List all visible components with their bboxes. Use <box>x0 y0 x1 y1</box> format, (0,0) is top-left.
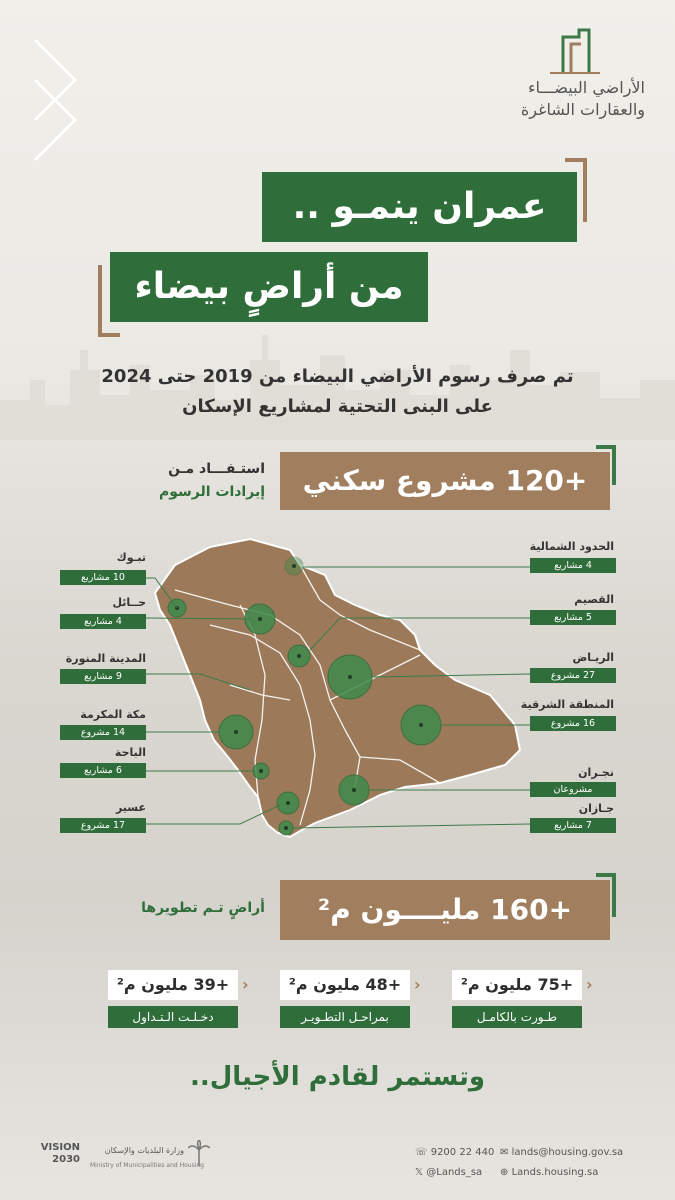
region-count-asir: 17 مشروع <box>60 818 146 833</box>
stat-label-3: دخـلـت الـتـداول <box>108 1006 238 1028</box>
phone-icon: ☏ <box>415 1147 428 1158</box>
contact-website[interactable] <box>500 1167 598 1178</box>
region-label-northern-borders: الحدود الشمالية <box>529 540 614 553</box>
twitter-text: @Lands_sa <box>426 1167 483 1178</box>
region-label-tabuk: تبـوك <box>116 551 146 564</box>
headline-line1: عمران ينمـو .. <box>262 172 577 242</box>
headline-line2: من أراضٍ بيضاء <box>110 252 428 322</box>
area-value: +160 مليــــون م² <box>317 893 573 926</box>
region-count-northern-borders: 4 مشاريع <box>530 558 616 573</box>
region-count-jazan: 7 مشاريع <box>530 818 616 833</box>
globe-icon: ⊕ <box>500 1167 509 1178</box>
region-label-riyadh: الريـاض <box>572 651 614 664</box>
subtitle-line2: على البنى التحتية لمشاريع الإسكان <box>182 396 493 417</box>
email-text: lands@housing.gov.sa <box>511 1147 624 1158</box>
stat-chevron-1: ‹ <box>586 975 593 994</box>
stat-label-1: طـورت بالكامـل <box>452 1006 582 1028</box>
logo-mark-icon <box>545 22 605 77</box>
region-count-makkah: 14 مشروع <box>60 725 146 740</box>
stat-value-3: +39 مليون م² <box>108 970 238 1000</box>
projects-value: +120 مشروع سكني <box>302 464 588 497</box>
ministry-name-en: Ministry of Municipalities and Housing <box>90 1162 204 1169</box>
region-count-eastern: 16 مشروع <box>530 716 616 731</box>
region-label-najran: نجـران <box>578 766 614 779</box>
region-count-najran: مشروعان <box>530 782 616 797</box>
region-count-qassim: 5 مشاريع <box>530 610 616 625</box>
contact-email[interactable] <box>500 1147 623 1158</box>
logo-line1: الأراضي البيضـــاء <box>527 78 645 97</box>
area-note: أراضٍ تـم تطويرها <box>141 900 265 916</box>
region-label-madinah: المدينة المنورة <box>65 652 146 665</box>
contact-twitter[interactable] <box>415 1167 482 1178</box>
email-icon: ✉ <box>500 1147 509 1158</box>
region-label-qassim: القصيم <box>574 593 614 606</box>
footer <box>0 1130 675 1200</box>
stat-value-2: +48 مليون م² <box>280 970 410 1000</box>
logo <box>475 22 645 122</box>
region-count-riyadh: 27 مشروع <box>530 668 616 683</box>
stat-chevron-3: ‹ <box>242 975 249 994</box>
phone-text: 9200 22 440 <box>430 1147 495 1158</box>
region-label-asir: عسير <box>115 801 146 814</box>
closing-text: وتستمر لقادم الأجيال.. <box>189 1062 486 1092</box>
region-label-jazan: جـازان <box>578 802 614 815</box>
region-count-baha: 6 مشاريع <box>60 763 146 778</box>
x-icon: 𝕏 <box>415 1167 424 1178</box>
decorative-chevrons <box>30 35 85 165</box>
region-label-eastern: المنطقة الشرقية <box>520 698 614 711</box>
stat-value-1: +75 مليون م² <box>452 970 582 1000</box>
stat-chevron-2: ‹ <box>414 975 421 994</box>
contact-phone[interactable] <box>415 1147 494 1158</box>
website-text: Lands.housing.sa <box>511 1167 599 1178</box>
region-count-tabuk: 10 مشاريع <box>60 570 146 585</box>
subtitle-line1: تم صرف رسوم الأراضي البيضاء من 2019 حتى 2024 <box>101 366 574 387</box>
projects-note2: إيرادات الرسوم <box>158 484 265 500</box>
logo-line2: والعقارات الشاغرة <box>520 100 645 119</box>
region-count-madinah: 9 مشاريع <box>60 669 146 684</box>
vision-text: VISION 2030 <box>40 1142 80 1165</box>
region-count-hail: 4 مشاريع <box>60 614 146 629</box>
ministry-name: وزارة البلديات والإسكان <box>104 1146 184 1155</box>
ministry-logo <box>90 1140 210 1190</box>
vision-logo <box>20 1142 80 1192</box>
projects-note1: استـفـــاد مـن <box>168 461 265 477</box>
stat-label-2: بمراحـل التطـويـر <box>280 1006 410 1028</box>
region-label-baha: الباحة <box>114 746 146 759</box>
region-label-hail: حــائل <box>112 596 146 609</box>
region-label-makkah: مكة المكرمة <box>80 708 146 721</box>
